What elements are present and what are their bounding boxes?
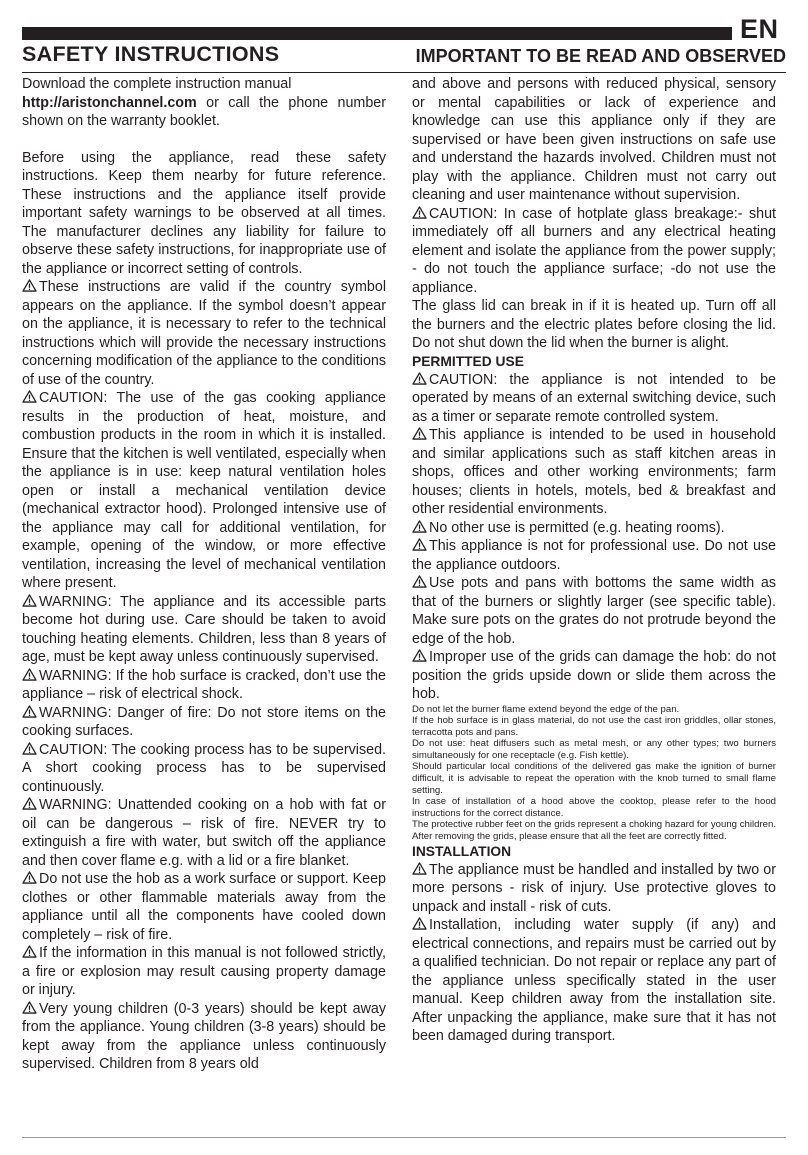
page-subtitle: IMPORTANT TO BE READ AND OBSERVED bbox=[415, 46, 786, 66]
note-gas-ignition: Should particular local conditions of the delivered gas make the ignition of burner difficult, it is advisable to repeat the operation with the knob turned to small flame setting. bbox=[412, 761, 776, 796]
warning-triangle-icon bbox=[412, 917, 427, 930]
warning-triangle-icon bbox=[412, 520, 427, 533]
warning-triangle-icon bbox=[412, 427, 427, 440]
left-column bbox=[22, 75, 386, 1074]
warning-triangle-icon bbox=[22, 871, 37, 884]
intro-paragraph bbox=[22, 75, 386, 131]
warning-triangle-icon bbox=[22, 594, 37, 607]
footer-divider bbox=[22, 1137, 786, 1138]
warning-grids: Improper use of the grids can damage the hob: do not position the grids upside down or slide them across the hob. bbox=[412, 649, 776, 702]
warning-triangle-icon bbox=[22, 945, 37, 958]
glass-lid-paragraph: The glass lid can break in if it is heated up. Turn off all the burners and the electric plates before closing the lid. Do not shut down the lid when the burner is alight. bbox=[412, 298, 776, 351]
warning-triangle-icon bbox=[22, 1001, 37, 1014]
header-divider bbox=[22, 72, 786, 73]
warning-triangle-icon bbox=[22, 742, 37, 755]
warning-supervised-cooking: CAUTION: The cooking process has to be supervised. A short cooking process has to be supervised continuously. bbox=[22, 741, 386, 795]
warning-external-switching: CAUTION: the appliance is not intended to be operated by means of an external switching device, such as a timer or separate remote controlled system. bbox=[412, 371, 776, 425]
warning-handling: The appliance must be handled and installed by two or more persons - risk of injury. Use protective gloves to unpack and install - risk of cuts. bbox=[412, 861, 776, 915]
warning-triangle-icon bbox=[22, 279, 37, 292]
warning-not-professional: This appliance is not for professional use. Do not use the appliance outdoors. bbox=[412, 538, 776, 573]
note-hood-distance: In case of installation of a hood above the cooktop, please refer to the hood instructions for the correct distance. bbox=[412, 796, 776, 819]
warning-unattended-cooking: WARNING: Unattended cooking on a hob with fat or oil can be dangerous – risk of fire. NEVER try to extinguish a fire with water, but switch off the appliance and then cover flame e.g. with a lid or a fire blanket. bbox=[22, 797, 386, 869]
warning-manual-not-followed: If the information in this manual is not followed strictly, a fire or explosion may result causing property damage or injury. bbox=[22, 945, 386, 998]
warning-installation: Installation, including water supply (if any) and electrical connections, and repairs must be carried out by a qualified technician. Do not repair or replace any part of the appliance unless specifically stated in the user manual. Keep children away from the installation site. After unpacking the appliance, make sure that it has not been damaged during transport. bbox=[412, 917, 776, 1045]
before-using-paragraph: Before using the appliance, read these safety instructions. Keep them nearby for future reference. These instructions and the appliance itself provide important safety warnings to be observed at all times. The manufacturer declines any liability for failure to observe these safety instructions, for inappropriate use of the appliance or incorrect setting of controls. bbox=[22, 149, 386, 277]
warning-work-surface: Do not use the hob as a work surface or support. Keep clothes or other flammable materials away from the appliance until all the components have cooled down completely – risk of fire. bbox=[22, 871, 386, 943]
header-bar bbox=[22, 27, 732, 40]
warning-triangle-icon bbox=[22, 705, 37, 718]
warning-triangle-icon bbox=[22, 797, 37, 810]
warning-triangle-icon bbox=[412, 372, 427, 385]
section-heading-permitted-use: PERMITTED USE bbox=[412, 353, 524, 369]
note-heat-diffusers: Do not use: heat diffusers such as metal mesh, or any other types; two burners simultaneously for one receptacle (e.g. Fish kettle). bbox=[412, 738, 776, 761]
warning-pots-and-pans: Use pots and pans with bottoms the same width as that of the burners or slightly larger (see specific table). Make sure pots on the grates do not protrude beyond the edge of the hob. bbox=[412, 575, 776, 647]
section-heading-installation: INSTALLATION bbox=[412, 843, 512, 859]
warning-no-other-use: No other use is permitted (e.g. heating rooms). bbox=[412, 519, 776, 538]
children-continued-paragraph: and above and persons with reduced physical, sensory or mental capabilities or lack of experience and knowledge can use this appliance only if they are supervised or have been given instructions on safe use and understand the hazards involved. Children must not play with the appliance. Children must not carry out cleaning and user maintenance without supervision. bbox=[412, 76, 776, 203]
warning-triangle-icon bbox=[412, 649, 427, 662]
warning-gas-ventilation: CAUTION: The use of the gas cooking appliance results in the production of heat, moisture, and combustion products in the room in which it is installed. Ensure that the kitchen is well ventilated, especially when the appliance is in use: keep natural ventilation holes open or install a mechanical ventilation device (mechanical extractor hood). Prolonged intensive use of the appliance may call for additional ventilation, for example, opening of the window, or more effective ventilation, increasing the level of mechanical ventilation where present. bbox=[22, 390, 386, 591]
warning-triangle-icon bbox=[22, 390, 37, 403]
intro-text-after: or call the phone number shown on the warranty booklet. bbox=[22, 94, 386, 129]
note-glass-surface: If the hob surface is in glass material, do not use the cast iron griddles, ollar stones, terracotta pots and pans. bbox=[412, 715, 776, 738]
warning-country-symbol: These instructions are valid if the country symbol appears on the appliance. If the symbol doesn’t appear on the appliance, it is necessary to refer to the technical instructions which will provide the necessary instructions concerning modification of the appliance to the conditions of use of the country. bbox=[22, 279, 386, 388]
warning-household-use: This appliance is intended to be used in household and similar applications such as staff kitchen areas in shops, offices and other working environments; farm houses; clients in hotels, motels, bed & breakfast and other residential environments. bbox=[412, 427, 776, 517]
warning-fire-storage: WARNING: Danger of fire: Do not store items on the cooking surfaces. bbox=[22, 704, 386, 739]
warning-triangle-icon bbox=[412, 862, 427, 875]
note-burner-flame: Do not let the burner flame extend beyond the edge of the pan. bbox=[412, 703, 680, 715]
language-code: EN bbox=[740, 14, 779, 44]
warning-triangle-icon bbox=[412, 538, 427, 551]
warning-young-children: Very young children (0-3 years) should be kept away from the appliance. Young children (3-8 years) should be kept away from the appliance unless continuously supervised. Children from 8 years old bbox=[22, 1000, 386, 1072]
warning-glass-breakage: CAUTION: In case of hotplate glass breakage:- shut immediately off all burners and any electrical heating element and isolate the appliance from the power supply; - do not touch the appliance surface; -do not use the appliance. bbox=[412, 205, 776, 296]
warning-cracked-surface: WARNING: If the hob surface is cracked, don’t use the appliance – risk of electrical shock. bbox=[22, 667, 386, 702]
intro-text: Download the complete instruction manual bbox=[22, 76, 292, 92]
page-title: SAFETY INSTRUCTIONS bbox=[22, 42, 280, 66]
warning-hot-parts: WARNING: The appliance and its accessible parts become hot during use. Care should be taken to avoid touching heating elements. Children, less than 8 years of age, must be kept away unless continuously supervised. bbox=[22, 593, 386, 665]
right-column bbox=[412, 75, 776, 1046]
manual-link[interactable]: http://aristonchannel.com bbox=[22, 94, 197, 111]
warning-triangle-icon bbox=[22, 668, 37, 681]
warning-triangle-icon bbox=[412, 575, 427, 588]
note-rubber-feet: The protective rubber feet on the grids represent a choking hazard for young children. After removing the grids, please ensure that all the feet are correctly fitted. bbox=[412, 819, 776, 843]
warning-triangle-icon bbox=[412, 206, 427, 219]
